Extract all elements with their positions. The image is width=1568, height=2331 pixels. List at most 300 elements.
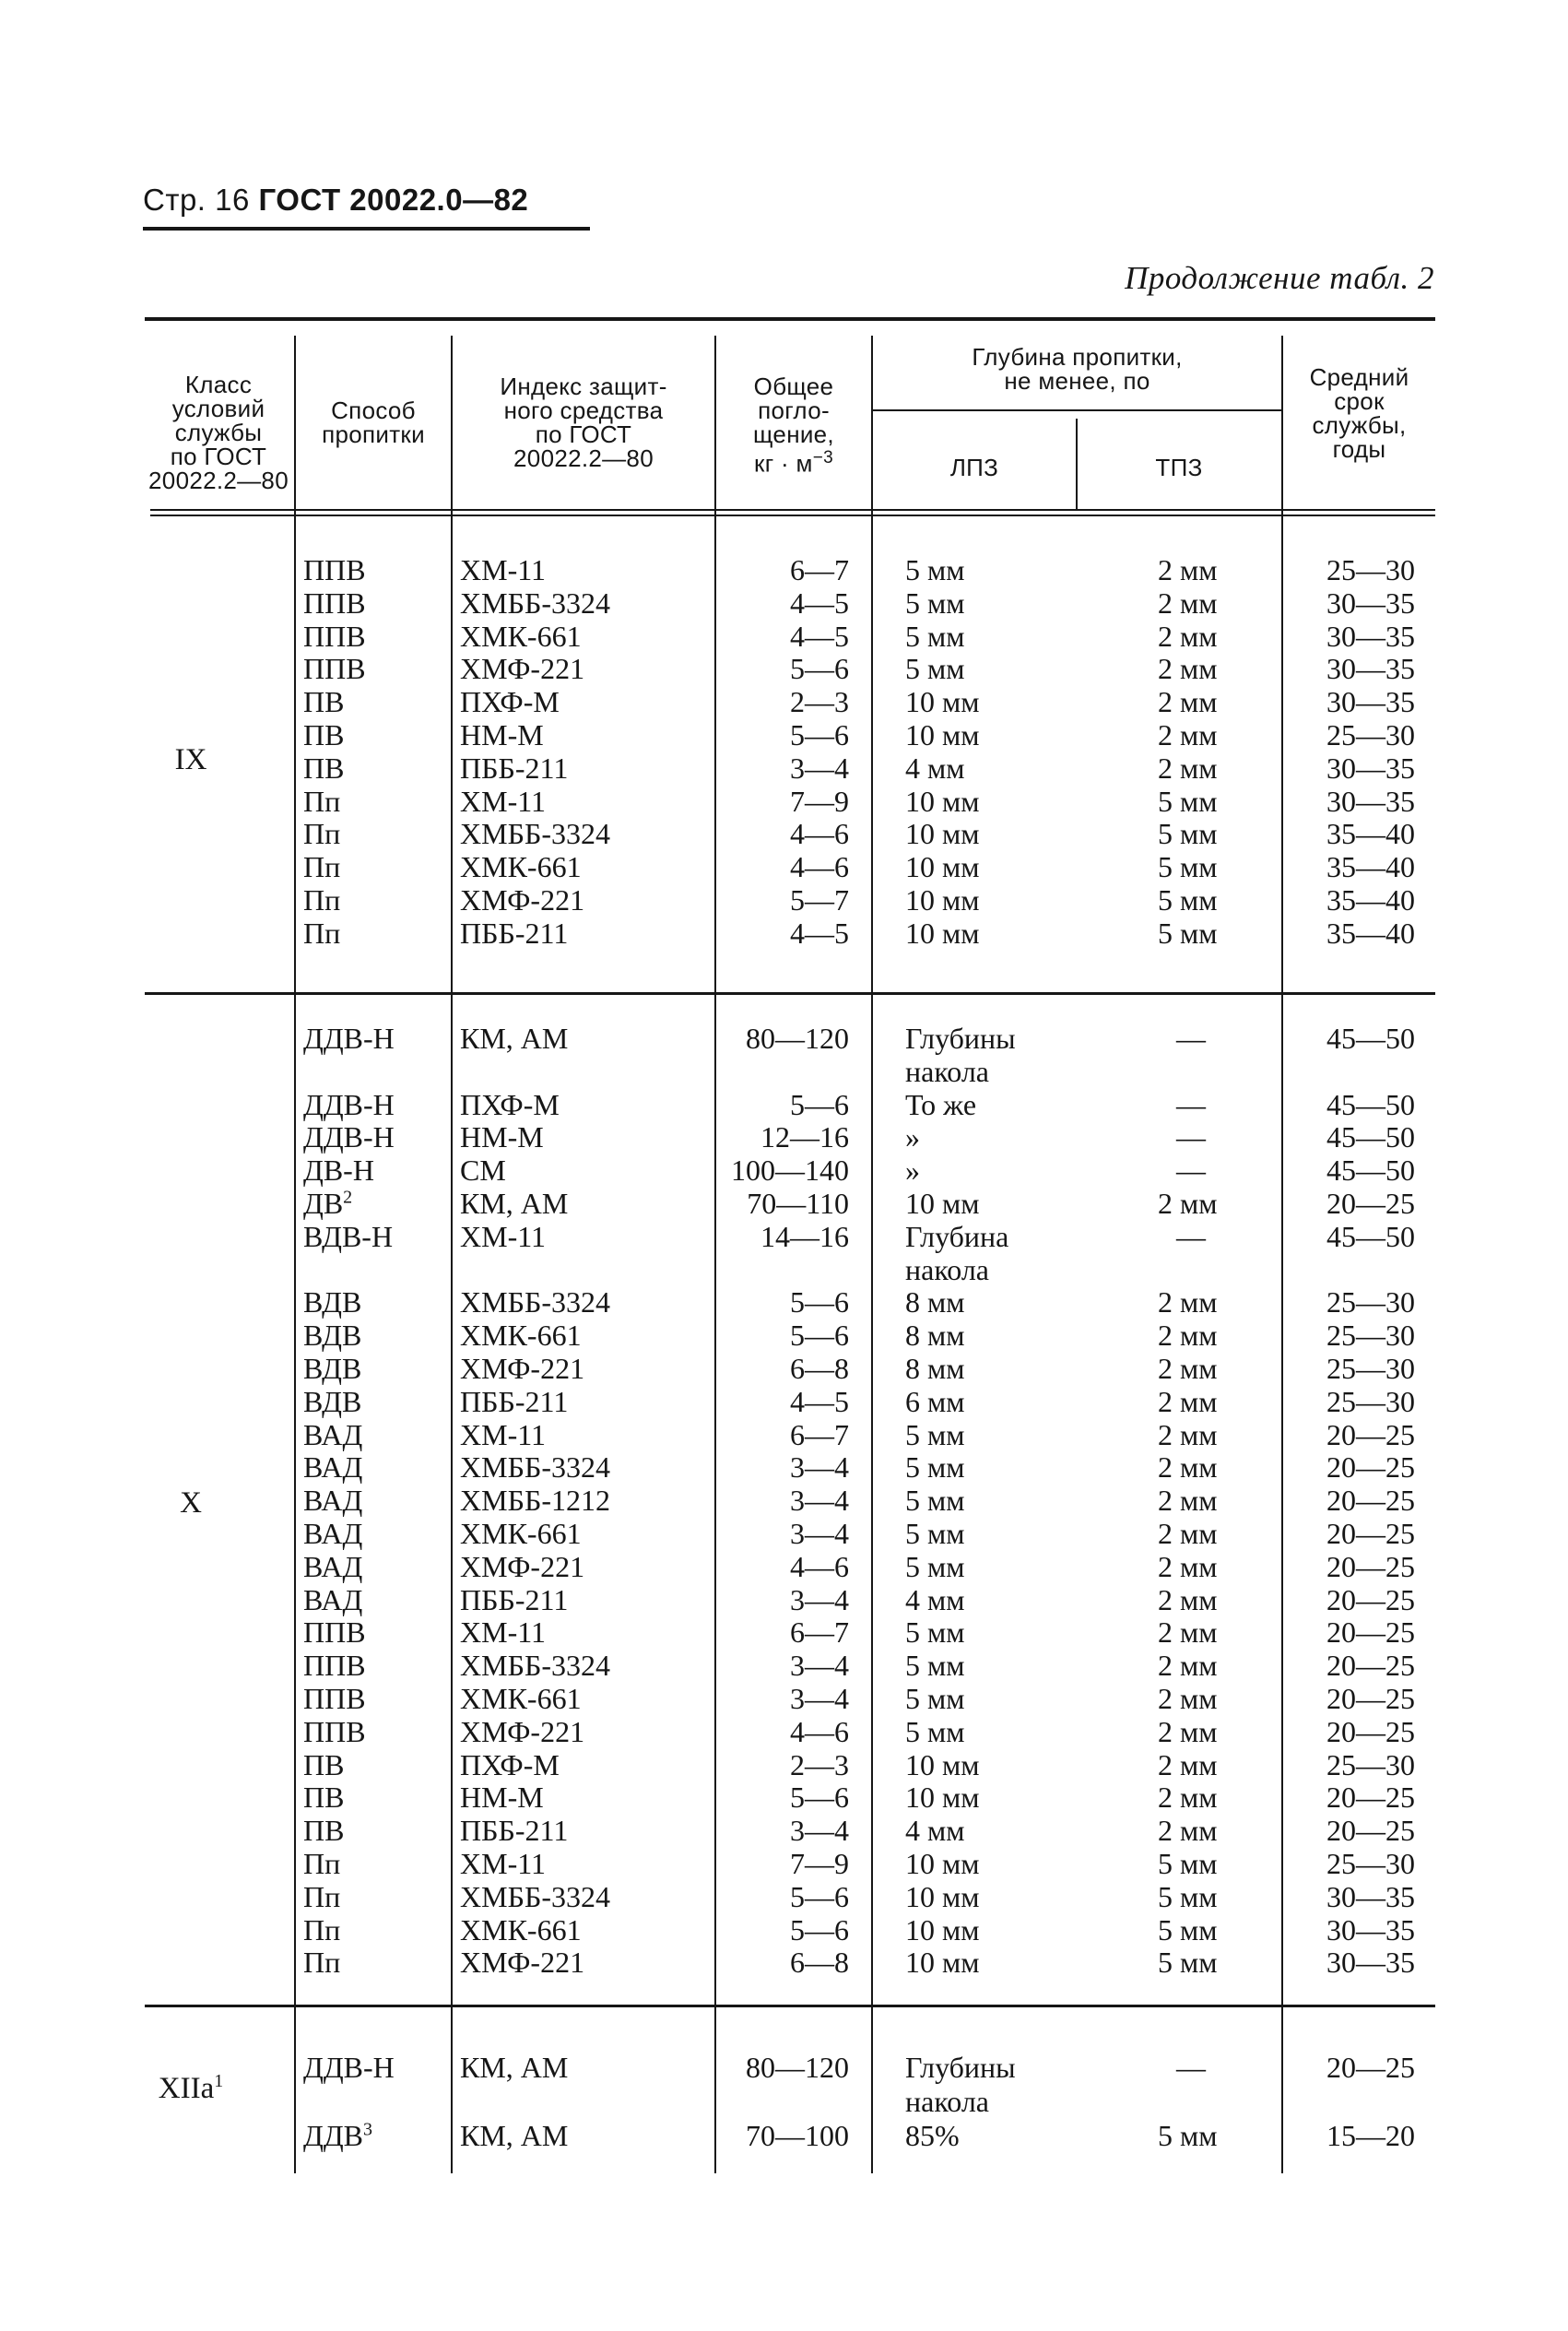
cell-abs: 2—3 bbox=[790, 685, 849, 719]
cell-lpz: 10 мм bbox=[905, 1781, 980, 1815]
cell-lpz: 10 мм bbox=[905, 850, 980, 884]
cell-tpz: 2 мм bbox=[1158, 586, 1218, 620]
cell-method: ППВ bbox=[303, 1649, 366, 1683]
cell-life: 25—30 bbox=[1326, 1352, 1415, 1385]
cell-life: 20—25 bbox=[1326, 1714, 1415, 1748]
table-row bbox=[145, 1285, 1435, 1319]
cell-method: ВАД bbox=[303, 1517, 363, 1550]
cell-tpz: 5 мм bbox=[1158, 916, 1218, 950]
table-row bbox=[145, 1154, 1435, 1187]
group-class-xiia-sup: 1 bbox=[214, 2071, 224, 2091]
table-row bbox=[145, 586, 1435, 620]
header-lpz: ЛПЗ bbox=[949, 454, 999, 481]
cell-lpz: 4 мм bbox=[905, 1582, 965, 1616]
cell-abs: 4—5 bbox=[790, 619, 849, 653]
cell-abs: 3—4 bbox=[790, 1649, 849, 1683]
cell-abs: 6—7 bbox=[790, 1615, 849, 1650]
table-row bbox=[145, 718, 1435, 751]
page-label: Стр. 16 bbox=[143, 183, 250, 217]
cell-life: 15—20 bbox=[1326, 2119, 1415, 2152]
cell-life: 25—30 bbox=[1326, 718, 1415, 751]
cell-index: ХМК-661 bbox=[460, 1682, 582, 1715]
cell-abs: 80—120 bbox=[746, 1022, 849, 1055]
cell-method: ВАД bbox=[303, 1450, 363, 1485]
cell-life: 45—50 bbox=[1326, 1154, 1415, 1188]
table-row bbox=[145, 620, 1435, 653]
cell-index: ПББ-211 bbox=[460, 1814, 569, 1848]
cell-index: КМ, АМ bbox=[460, 2051, 569, 2084]
cell-method: Пп bbox=[303, 916, 341, 950]
cell-lpz: 10 мм bbox=[905, 1879, 980, 1913]
cell-index: ХМ-11 bbox=[460, 784, 547, 818]
cell-lpz: 10 мм bbox=[905, 1946, 980, 1980]
cell-tpz: — bbox=[1176, 1022, 1206, 1055]
table-row bbox=[145, 1385, 1435, 1418]
header-life-line: годы bbox=[1332, 435, 1386, 463]
cell-tpz: 2 мм bbox=[1158, 1517, 1218, 1550]
cell-life: 25—30 bbox=[1326, 553, 1415, 586]
cell-life: 30—35 bbox=[1326, 652, 1415, 686]
cell-life: 20—25 bbox=[1326, 1450, 1415, 1485]
cell-life: 25—30 bbox=[1326, 1747, 1415, 1781]
table-row bbox=[145, 1220, 1435, 1253]
cell-lpz: накола bbox=[905, 1054, 989, 1088]
cell-lpz: » bbox=[905, 1120, 920, 1154]
table-row bbox=[145, 1022, 1435, 1055]
group-class-ix: IX bbox=[174, 743, 207, 776]
cell-tpz: — bbox=[1176, 1219, 1206, 1253]
cell-life: 20—25 bbox=[1326, 1781, 1415, 1815]
cell-life: 35—40 bbox=[1326, 916, 1415, 950]
cell-tpz: 5 мм bbox=[1158, 883, 1218, 917]
cell-abs: 3—4 bbox=[790, 751, 849, 785]
header-depth bbox=[873, 345, 1281, 393]
cell-tpz: 5 мм bbox=[1158, 1847, 1218, 1880]
cell-lpz: » bbox=[905, 1154, 920, 1188]
cell-abs: 4—6 bbox=[790, 1549, 849, 1583]
table-row bbox=[145, 1418, 1435, 1451]
cell-abs: 7—9 bbox=[790, 784, 849, 818]
cell-abs: 14—16 bbox=[760, 1219, 849, 1253]
cell-abs: 4—6 bbox=[790, 1714, 849, 1748]
cell-lpz: 5 мм bbox=[905, 1714, 965, 1748]
header-index-line: Индекс защит- bbox=[500, 373, 667, 400]
cell-life: 20—25 bbox=[1326, 1517, 1415, 1550]
cell-index: НМ-М bbox=[460, 1120, 544, 1154]
cell-method: ПВ bbox=[303, 1747, 345, 1781]
cell-abs: 70—110 bbox=[747, 1187, 849, 1220]
page-header bbox=[143, 183, 590, 218]
cell-life: 30—35 bbox=[1326, 685, 1415, 719]
cell-lpz: 10 мм bbox=[905, 1847, 980, 1880]
cell-index: ХМББ-3324 bbox=[460, 586, 610, 620]
cell-tpz: 2 мм bbox=[1158, 1285, 1218, 1319]
cell-life: 20—25 bbox=[1326, 1814, 1415, 1848]
cell-tpz: 2 мм bbox=[1158, 1615, 1218, 1650]
table-row bbox=[145, 2085, 1435, 2118]
cell-life: 30—35 bbox=[1326, 751, 1415, 785]
cell-lpz: 10 мм bbox=[905, 718, 980, 751]
cell-life: 30—35 bbox=[1326, 1912, 1415, 1946]
header-life-line: службы, bbox=[1312, 411, 1407, 439]
cell-method: ПВ bbox=[303, 1814, 345, 1848]
cell-method-sup: 3 bbox=[363, 2119, 372, 2140]
cell-index: ХМК-661 bbox=[460, 619, 582, 653]
cell-life: 30—35 bbox=[1326, 586, 1415, 620]
table-row bbox=[145, 1055, 1435, 1088]
cell-tpz: 2 мм bbox=[1158, 553, 1218, 586]
cell-lpz: 10 мм bbox=[905, 817, 980, 851]
cell-tpz: 2 мм bbox=[1158, 1352, 1218, 1385]
cell-life: 20—25 bbox=[1326, 1549, 1415, 1583]
cell-method: ВАД bbox=[303, 1582, 363, 1616]
header-class-line: 20022.2—80 bbox=[148, 467, 289, 494]
cell-abs: 4—5 bbox=[790, 916, 849, 950]
cell-life: 20—25 bbox=[1326, 1649, 1415, 1683]
cell-lpz: 4 мм bbox=[905, 1814, 965, 1848]
header-class-line: службы bbox=[174, 419, 263, 446]
cell-abs: 12—16 bbox=[760, 1120, 849, 1154]
cell-method: ДДВ-Н bbox=[303, 1022, 395, 1055]
cell-tpz: — bbox=[1176, 1154, 1206, 1188]
cell-life: 30—35 bbox=[1326, 1879, 1415, 1913]
cell-method: Пп bbox=[303, 883, 341, 917]
cell-abs: 3—4 bbox=[790, 1450, 849, 1485]
cell-index: ПХФ-М bbox=[460, 1087, 560, 1121]
cell-abs: 4—5 bbox=[790, 586, 849, 620]
cell-index: ХМК-661 bbox=[460, 1517, 582, 1550]
table-row bbox=[145, 917, 1435, 950]
group-class-x: X bbox=[180, 1486, 202, 1520]
header-text bbox=[143, 183, 590, 218]
cell-method: ВАД bbox=[303, 1484, 363, 1518]
cell-index: ХМ-11 bbox=[460, 1615, 547, 1650]
cell-abs: 5—6 bbox=[790, 1912, 849, 1946]
table-row bbox=[145, 1715, 1435, 1748]
header-method bbox=[298, 398, 449, 446]
cell-lpz: 10 мм bbox=[905, 784, 980, 818]
cell-life: 20—25 bbox=[1326, 1682, 1415, 1715]
table-row bbox=[145, 553, 1435, 586]
cell-tpz: 2 мм bbox=[1158, 1582, 1218, 1616]
cell-abs: 5—6 bbox=[790, 1319, 849, 1353]
header-absorption-line: щение, bbox=[753, 420, 834, 448]
cell-method: ППВ bbox=[303, 553, 366, 586]
cell-method-text: ДДВ bbox=[303, 2119, 363, 2152]
cell-lpz: Глубины bbox=[905, 1022, 1016, 1055]
header-class-line: условий bbox=[171, 395, 265, 422]
cell-method: ППВ bbox=[303, 1615, 366, 1650]
table-row bbox=[145, 2051, 1435, 2084]
cell-index: ПХФ-М bbox=[460, 1747, 560, 1781]
table-row bbox=[145, 850, 1435, 883]
cell-method: ПВ bbox=[303, 1781, 345, 1815]
cell-lpz: 85% bbox=[905, 2119, 960, 2152]
table-row bbox=[145, 1120, 1435, 1154]
cell-lpz: 10 мм bbox=[905, 883, 980, 917]
cell-index: ХМ-11 bbox=[460, 1847, 547, 1880]
cell-index: ХМФ-221 bbox=[460, 1714, 585, 1748]
table-top-rule bbox=[145, 317, 1435, 321]
header-method-line: Способ bbox=[331, 396, 416, 424]
cell-lpz: 5 мм bbox=[905, 1682, 965, 1715]
cell-index: ХМФ-221 bbox=[460, 1946, 585, 1980]
table-row bbox=[145, 817, 1435, 850]
cell-lpz: 5 мм bbox=[905, 1615, 965, 1650]
cell-method bbox=[303, 1187, 352, 1220]
cell-lpz: 5 мм bbox=[905, 586, 965, 620]
cell-index: ХМФ-221 bbox=[460, 1549, 585, 1583]
cell-lpz: 5 мм bbox=[905, 652, 965, 686]
header-bottom-rule-1 bbox=[150, 509, 1435, 511]
cell-lpz: 5 мм bbox=[905, 1517, 965, 1550]
header-life-line: срок bbox=[1334, 387, 1385, 415]
cell-lpz: 5 мм bbox=[905, 1549, 965, 1583]
cell-abs: 4—6 bbox=[790, 817, 849, 851]
cell-index: СМ bbox=[460, 1154, 506, 1188]
cell-index: ХМББ-1212 bbox=[460, 1484, 610, 1518]
continuation-label: Продолжение табл. 2 bbox=[1125, 260, 1434, 296]
header-depth-line: не менее, по bbox=[1004, 367, 1150, 395]
cell-life: 20—25 bbox=[1326, 1417, 1415, 1451]
cell-lpz: 8 мм bbox=[905, 1285, 965, 1319]
cell-abs: 2—3 bbox=[790, 1747, 849, 1781]
table-row bbox=[145, 1088, 1435, 1121]
header-depth-line: Глубина пропитки, bbox=[972, 343, 1183, 371]
cell-method: ППВ bbox=[303, 1682, 366, 1715]
cell-method: ДВ-Н bbox=[303, 1154, 374, 1188]
cell-lpz: 5 мм bbox=[905, 553, 965, 586]
cell-index: ХМФ-221 bbox=[460, 883, 585, 917]
cell-life: 20—25 bbox=[1326, 1615, 1415, 1650]
cell-lpz: 4 мм bbox=[905, 751, 965, 785]
cell-abs: 6—8 bbox=[790, 1946, 849, 1980]
header-index-line: по ГОСТ bbox=[535, 420, 632, 448]
cell-method: ППВ bbox=[303, 652, 366, 686]
cell-lpz: То же bbox=[905, 1087, 977, 1121]
cell-tpz: 2 мм bbox=[1158, 1781, 1218, 1815]
group-rule-2 bbox=[145, 2005, 1435, 2007]
cell-abs: 5—6 bbox=[790, 1879, 849, 1913]
cell-lpz: Глубины bbox=[905, 2051, 1016, 2084]
cell-abs: 5—6 bbox=[790, 652, 849, 686]
cell-life: 20—25 bbox=[1326, 1484, 1415, 1518]
cell-method: ВДВ bbox=[303, 1319, 362, 1353]
header-absorption-units bbox=[718, 446, 869, 476]
header-absorption-exp: −3 bbox=[812, 448, 833, 467]
cell-method: ВАД bbox=[303, 1417, 363, 1451]
cell-life: 25—30 bbox=[1326, 1319, 1415, 1353]
cell-method: ДДВ-Н bbox=[303, 1087, 395, 1121]
table-row bbox=[145, 1187, 1435, 1220]
cell-tpz: 2 мм bbox=[1158, 751, 1218, 785]
cell-index: ХМК-661 bbox=[460, 1912, 582, 1946]
cell-index: ХМББ-3324 bbox=[460, 817, 610, 851]
cell-index: ХМББ-3324 bbox=[460, 1649, 610, 1683]
table-row bbox=[145, 1913, 1435, 1946]
standard-code: ГОСТ 20022.0—82 bbox=[258, 183, 529, 217]
cell-abs: 3—4 bbox=[790, 1682, 849, 1715]
cell-life: 20—25 bbox=[1326, 1187, 1415, 1220]
cell-tpz: 2 мм bbox=[1158, 652, 1218, 686]
cell-life: 45—50 bbox=[1326, 1087, 1415, 1121]
cell-lpz: 5 мм bbox=[905, 1450, 965, 1485]
cell-method: ВДВ-Н bbox=[303, 1219, 394, 1253]
header-class-line: по ГОСТ bbox=[170, 443, 267, 470]
table-row bbox=[145, 1781, 1435, 1814]
cell-life: 35—40 bbox=[1326, 850, 1415, 884]
depth-header-rule bbox=[871, 409, 1281, 411]
cell-method: ВДВ bbox=[303, 1285, 362, 1319]
cell-index: НМ-М bbox=[460, 718, 544, 751]
header-tpz: ТПЗ bbox=[1155, 454, 1203, 481]
cell-lpz: 8 мм bbox=[905, 1352, 965, 1385]
header-index-line: 20022.2—80 bbox=[513, 444, 654, 472]
cell-tpz: 2 мм bbox=[1158, 685, 1218, 719]
cell-method: Пп bbox=[303, 1879, 341, 1913]
table-row bbox=[145, 1880, 1435, 1913]
cell-abs: 5—6 bbox=[790, 1087, 849, 1121]
cell-tpz: 5 мм bbox=[1158, 1912, 1218, 1946]
cell-method-text: ДВ bbox=[303, 1187, 344, 1220]
cell-index: КМ, АМ bbox=[460, 2119, 569, 2152]
cell-method: Пп bbox=[303, 1847, 341, 1880]
header-life-line: Средний bbox=[1309, 363, 1409, 391]
header-absorption-line: кг · м bbox=[754, 449, 813, 478]
header-bottom-rule-2 bbox=[150, 515, 1435, 516]
cell-tpz: — bbox=[1176, 2051, 1206, 2084]
table-row bbox=[145, 1450, 1435, 1484]
header-index-line: ного средства bbox=[503, 396, 664, 424]
cell-tpz: 2 мм bbox=[1158, 1450, 1218, 1485]
cell-tpz: 5 мм bbox=[1158, 2119, 1218, 2152]
table-row bbox=[145, 1517, 1435, 1550]
cell-life: 35—40 bbox=[1326, 883, 1415, 917]
cell-abs: 5—6 bbox=[790, 718, 849, 751]
cell-index: ХМФ-221 bbox=[460, 652, 585, 686]
cell-abs: 6—8 bbox=[790, 1352, 849, 1385]
cell-life: 25—30 bbox=[1326, 1847, 1415, 1880]
cell-tpz: 5 мм bbox=[1158, 1879, 1218, 1913]
cell-life: 45—50 bbox=[1326, 1022, 1415, 1055]
cell-tpz: 2 мм bbox=[1158, 1747, 1218, 1781]
cell-method: ППВ bbox=[303, 586, 366, 620]
table-row bbox=[145, 1682, 1435, 1715]
table-row bbox=[145, 1649, 1435, 1682]
cell-lpz: 5 мм bbox=[905, 1417, 965, 1451]
cell-lpz: 10 мм bbox=[905, 685, 980, 719]
cell-tpz: — bbox=[1176, 1120, 1206, 1154]
cell-life: 35—40 bbox=[1326, 817, 1415, 851]
cell-abs: 5—6 bbox=[790, 1781, 849, 1815]
table-row bbox=[145, 685, 1435, 718]
cell-tpz: 2 мм bbox=[1158, 619, 1218, 653]
cell-method: ВДВ bbox=[303, 1384, 362, 1418]
header-index bbox=[454, 374, 713, 470]
cell-tpz: 2 мм bbox=[1158, 718, 1218, 751]
cell-index: ПХФ-М bbox=[460, 685, 560, 719]
cell-method: Пп bbox=[303, 850, 341, 884]
cell-life: 20—25 bbox=[1326, 1582, 1415, 1616]
cell-index: ХМББ-3324 bbox=[460, 1879, 610, 1913]
cell-index: ХМФ-221 bbox=[460, 1352, 585, 1385]
cell-index: КМ, АМ bbox=[460, 1022, 569, 1055]
cell-abs: 5—6 bbox=[790, 1285, 849, 1319]
cell-life: 25—30 bbox=[1326, 1384, 1415, 1418]
cell-method: ПВ bbox=[303, 685, 345, 719]
cell-abs: 100—140 bbox=[731, 1154, 849, 1188]
cell-method: ВДВ bbox=[303, 1352, 362, 1385]
table-row bbox=[145, 1748, 1435, 1781]
cell-method: ВАД bbox=[303, 1549, 363, 1583]
cell-abs: 3—4 bbox=[790, 1582, 849, 1616]
cell-lpz: 10 мм bbox=[905, 916, 980, 950]
cell-tpz: 2 мм bbox=[1158, 1682, 1218, 1715]
cell-index: ХМК-661 bbox=[460, 1319, 582, 1353]
header-life bbox=[1283, 365, 1435, 461]
cell-index: НМ-М bbox=[460, 1781, 544, 1815]
cell-tpz: 2 мм bbox=[1158, 1319, 1218, 1353]
table-row bbox=[145, 2119, 1435, 2152]
table-row bbox=[145, 1946, 1435, 1979]
cell-tpz: 5 мм bbox=[1158, 784, 1218, 818]
cell-life: 25—30 bbox=[1326, 1285, 1415, 1319]
cell-method: ДДВ-Н bbox=[303, 1120, 395, 1154]
cell-abs: 3—4 bbox=[790, 1814, 849, 1848]
table-row bbox=[145, 1615, 1435, 1649]
cell-method: ППВ bbox=[303, 1714, 366, 1748]
cell-abs: 6—7 bbox=[790, 553, 849, 586]
table-row bbox=[145, 1847, 1435, 1880]
header-class-line: Класс bbox=[184, 371, 253, 398]
cell-lpz: Глубина bbox=[905, 1219, 1009, 1253]
cell-tpz: 2 мм bbox=[1158, 1384, 1218, 1418]
cell-index: КМ, АМ bbox=[460, 1187, 569, 1220]
cell-tpz: 2 мм bbox=[1158, 1484, 1218, 1518]
table-row bbox=[145, 1319, 1435, 1352]
table-row bbox=[145, 1253, 1435, 1286]
cell-lpz: 10 мм bbox=[905, 1187, 980, 1220]
cell-life: 30—35 bbox=[1326, 784, 1415, 818]
cell-abs: 4—6 bbox=[790, 850, 849, 884]
cell-tpz: 5 мм bbox=[1158, 850, 1218, 884]
cell-index: ХМ-11 bbox=[460, 1219, 547, 1253]
cell-index: ХМК-661 bbox=[460, 850, 582, 884]
cell-abs: 3—4 bbox=[790, 1517, 849, 1550]
cell-tpz: 2 мм bbox=[1158, 1417, 1218, 1451]
group-class-xiia-label: XIIa bbox=[158, 2072, 215, 2105]
cell-tpz: 2 мм bbox=[1158, 1814, 1218, 1848]
cell-lpz: 5 мм bbox=[905, 1649, 965, 1683]
cell-tpz: 2 мм bbox=[1158, 1187, 1218, 1220]
cell-tpz: 5 мм bbox=[1158, 1946, 1218, 1980]
cell-lpz: 6 мм bbox=[905, 1384, 965, 1418]
cell-lpz: 10 мм bbox=[905, 1912, 980, 1946]
header-rule bbox=[143, 227, 590, 231]
cell-method: ДДВ-Н bbox=[303, 2051, 395, 2084]
cell-method: ПВ bbox=[303, 718, 345, 751]
cell-method bbox=[303, 2119, 372, 2152]
table-row bbox=[145, 1814, 1435, 1847]
cell-index: ХМ-11 bbox=[460, 1417, 547, 1451]
cell-method: Пп bbox=[303, 784, 341, 818]
table-row bbox=[145, 785, 1435, 818]
cell-method: Пп bbox=[303, 817, 341, 851]
cell-method-sup: 2 bbox=[343, 1187, 353, 1208]
cell-tpz: 2 мм bbox=[1158, 1549, 1218, 1583]
table-row bbox=[145, 1583, 1435, 1616]
table-row bbox=[145, 1484, 1435, 1517]
